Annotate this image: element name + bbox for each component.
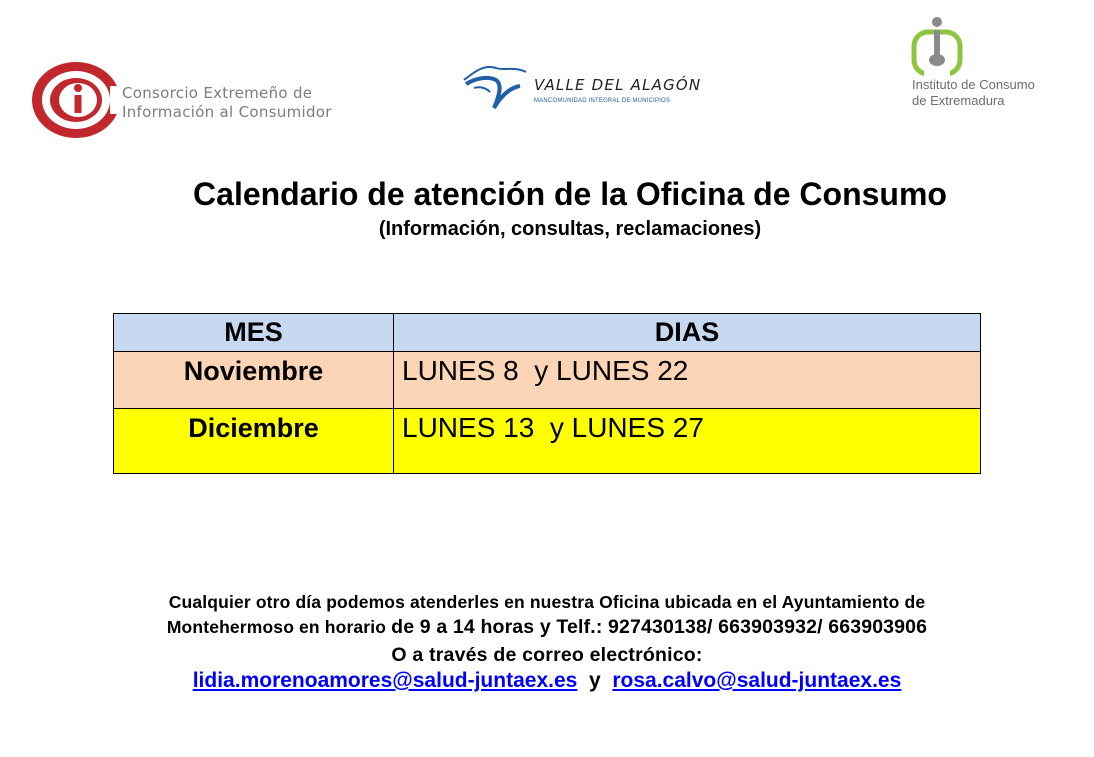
header-dias: DIAS [394, 314, 981, 352]
consorcio-line1: Consorcio Extremeño de [122, 84, 313, 102]
email-link-lidia[interactable]: lidia.morenoamores@salud-juntaex.es [192, 669, 578, 692]
footer-line3: O a través de correo electrónico: [391, 644, 703, 666]
logo-consorcio [30, 58, 370, 142]
table-row [114, 352, 981, 409]
schedule-table [113, 313, 981, 474]
valle-river-icon [460, 58, 532, 118]
footer-line2-part1: Montehermoso en horario [166, 617, 392, 637]
footer-line2 [0, 615, 1094, 639]
cell-dias: LUNES 13 y LUNES 27 [394, 409, 981, 474]
consorcio-emblem-icon [30, 58, 122, 142]
table-header-row [114, 314, 981, 352]
footer-emails [0, 669, 1094, 693]
instituto-line2: de Extremadura [912, 93, 1005, 108]
footer-line2-hours-phone: de 9 a 14 horas y Telf.: 927430138/ 663903932/ 663903906 [391, 616, 928, 638]
footer-line1: Cualquier otro día podemos atenderles en nuestra Oficina ubicada en el Ayuntamiento de [168, 592, 926, 612]
consorcio-line2: Información al Consumidor [122, 103, 332, 121]
logo-instituto-consumo [908, 16, 1058, 116]
cell-mes: Diciembre [114, 409, 394, 474]
table-row [114, 409, 981, 474]
cell-dias: LUNES 8 y LUNES 22 [394, 352, 981, 409]
page-title: Calendario de atención de la Oficina de Consumo [193, 176, 947, 212]
page-subtitle: (Información, consultas, reclamaciones) [378, 218, 762, 240]
email-link-rosa[interactable]: rosa.calvo@salud-juntaex.es [612, 669, 902, 692]
email-joiner: y [588, 669, 601, 692]
instituto-line1: Instituto de Consumo [912, 77, 1035, 92]
cell-mes: Noviembre [114, 352, 394, 409]
logo-valle-del-alagon [460, 58, 710, 118]
header-mes: MES [114, 314, 394, 352]
valle-name: VALLE DEL ALAGÓN [534, 76, 702, 94]
valle-tagline: MANCOMUNIDAD INTEGRAL DE MUNICIPIOS [534, 98, 671, 104]
instituto-emblem-icon [908, 16, 964, 76]
